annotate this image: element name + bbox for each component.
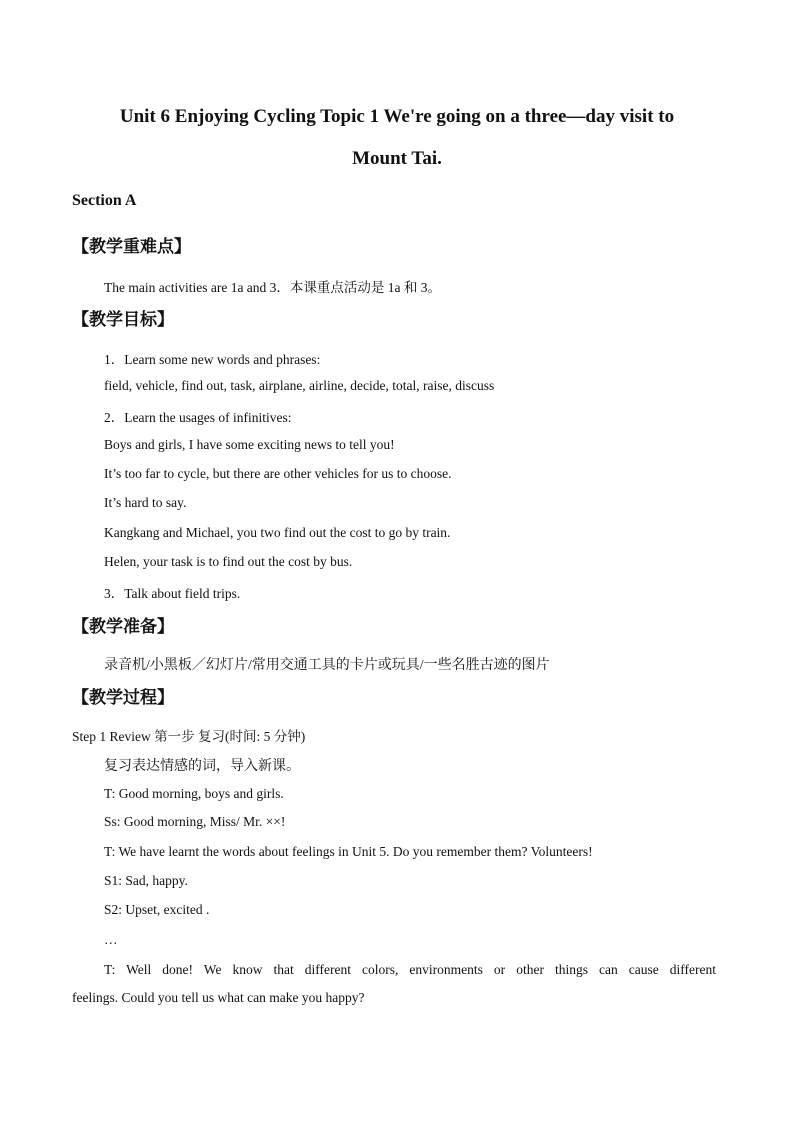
heading-goals: 【教学目标】	[72, 310, 174, 330]
goal-2-example-5: Helen, your task is to find out the cost by bus.	[104, 554, 353, 569]
dialogue-line-2: Ss: Good morning, Miss/ Mr. ××!	[104, 814, 286, 829]
dialogue-line-3: T: We have learnt the words about feelings in Unit 5. Do you remember them? Volunteers!	[104, 844, 593, 859]
document-title-line-2: Mount Tai.	[352, 148, 442, 169]
document-title-line-1: Unit 6 Enjoying Cycling Topic 1 We're going on a three—day visit to	[119, 106, 675, 127]
goal-3: 3．Talk about field trips.	[104, 586, 241, 601]
dialogue-line-1: T: Good morning, boys and girls.	[104, 786, 284, 801]
dialogue-ellipsis: …	[104, 932, 118, 947]
heading-prep: 【教学准备】	[72, 617, 174, 637]
step-1-title: Step 1 Review 第一步 复习(时间: 5 分钟)	[72, 729, 306, 744]
heading-process: 【教学过程】	[72, 688, 174, 708]
prep-text: 录音机/小黑板／幻灯片/常用交通工具的卡片或玩具/一些名胜古迹的图片	[104, 658, 550, 673]
dialogue-line-7: feelings. Could you tell us what can make you happy?	[72, 990, 365, 1005]
goal-1-words: field, vehicle, find out, task, airplane, airline, decide, total, raise, discuss	[104, 378, 495, 393]
heading-key-points: 【教学重难点】	[72, 237, 191, 257]
dialogue-line-6: T: Well done! We know that different colors, environments or other things can cause different	[104, 962, 716, 977]
key-points-text: The main activities are 1a and 3．本课重点活动是 1a 和 3。	[104, 280, 442, 295]
goal-2: 2．Learn the usages of infinitives:	[104, 410, 292, 425]
goal-2-example-3: It’s hard to say.	[104, 495, 187, 510]
goal-2-example-4: Kangkang and Michael, you two find out the cost to go by train.	[104, 525, 451, 540]
dialogue-line-4: S1: Sad, happy.	[104, 873, 188, 888]
goal-2-example-2: It’s too far to cycle, but there are other vehicles for us to choose.	[104, 466, 452, 481]
section-label: Section A	[72, 192, 137, 209]
step-1-description: 复习表达情感的词，导入新课。	[104, 759, 300, 774]
dialogue-line-5: S2: Upset, excited .	[104, 902, 210, 917]
goal-2-example-1: Boys and girls, I have some exciting news to tell you!	[104, 437, 395, 452]
goal-1: 1．Learn some new words and phrases:	[104, 352, 321, 367]
